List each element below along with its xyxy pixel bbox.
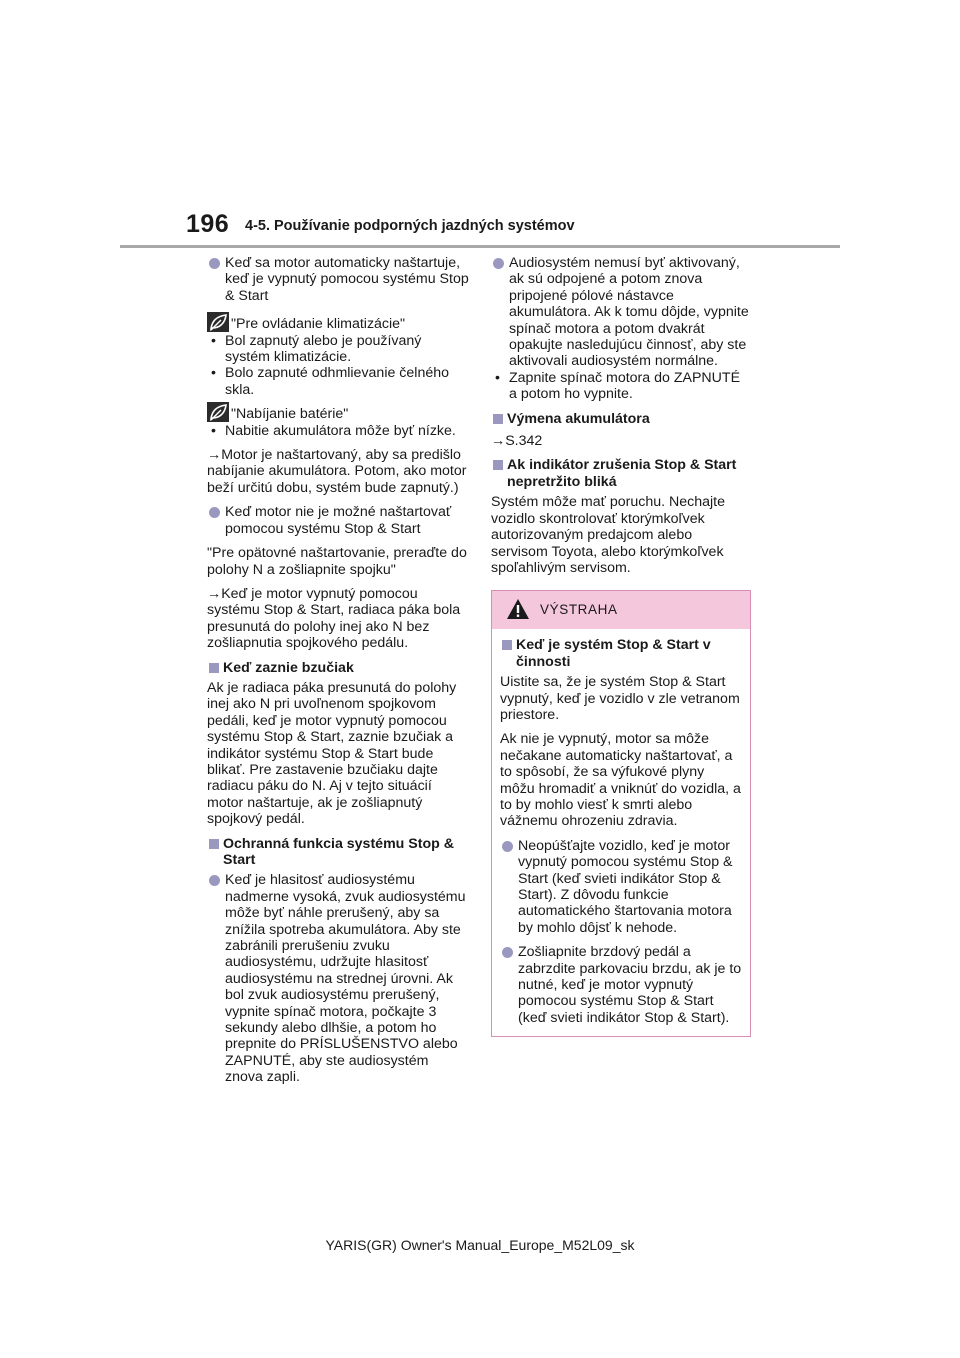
list-item: • Bol zapnutý alebo je používaný systém klimatizácie. (211, 332, 422, 366)
subheading: Keď je systém Stop & Start v činnosti (500, 637, 742, 670)
paragraph: "Pre opätovné naštartovanie, preraďte do polohy N a zošliapnite spojku" (207, 545, 467, 578)
subheading: Keď zaznie bzučiak (207, 660, 469, 676)
square-bullet-icon (502, 640, 512, 650)
list-item: • Nabitie akumulátora môže byť nízke. (211, 422, 456, 439)
square-bullet-icon (209, 839, 219, 849)
list-item: Keď sa motor automaticky naštartuje, keď je vypnutý pomocou systému Stop & Start (207, 255, 469, 304)
section-title: 4-5. Používanie podporných jazdných systémov (245, 218, 575, 234)
subheading: Ochranná funkcia systému Stop & Start (207, 836, 469, 869)
paragraph: Ak je radiaca páka presunutá do polohy inej ako N pri uvoľnenom spojkovom pedáli, keď je motor vypnutý pomocou systému Stop & Start, zaznie bzučiak a indikátor systému Stop & Start bude blikať. Pre zastavenie bzučiaku dajte radiacu páku do N. Aj v tejto situácií motor naštartuje, ak je zošliapnutý spojkový pedál. (207, 679, 457, 828)
bullet-dot-icon (502, 947, 513, 958)
paragraph: Systém môže mať poruchu. Nechajte vozidlo skontrolovať ktorýmkoľvek autorizovaným predajcom alebo servisom Toyota, alebo ktorýmkoľvek spoľahlivým servisom. (491, 494, 725, 576)
list-item: Audiosystém nemusí byť aktivovaný, ak sú odpojené a potom znova pripojené pólové nástavce akumulátora. Ak k tomu dôjde, vypnite spínač motora a potom dvakrát opakujte nasledujúcu činnosť, aby ste aktivovali audiosystém normálne. (491, 255, 751, 370)
leaf-indicator-icon (207, 312, 229, 332)
result-note: →Motor je naštartovaný, aby sa predišlo nabíjanie akumulátora. Potom, ako motor beží určitú dobu, systém bude zapnutý.) (207, 447, 467, 496)
footer-text: YARIS(GR) Owner's Manual_Europe_M52L09_sk (325, 1237, 635, 1253)
list-item: Keď je hlasitosť audiosystému nadmerne vysoká, zvuk audiosystému môže byť náhle prerušený, aby sa znížila spotreba akumulátora. Aby ste zabránili prerušeniu zvuku audiosystému, udržujte hlasitosť audiosystému na strednej úrovni. Ak bol zvuk audiosystému prerušený, vypnite spínač motora, počkajte 3 sekundy alebo dlhšie, a potom ho prepnite do PRÍSLUŠENSTVO alebo ZAPNUTÉ, aby ste audiosystém znova zapli. (207, 872, 469, 1085)
list-item: Keď motor nie je možné naštartovať pomocou systému Stop & Start (207, 504, 469, 537)
paragraph: Uistite sa, že je systém Stop & Start vypnutý, keď je vozidlo v zle vetranom priestore. (500, 674, 740, 723)
subheading: Výmena akumulátora (491, 411, 751, 427)
warning-body (492, 629, 750, 1036)
square-bullet-icon (493, 460, 503, 470)
result-note: →Keď je motor vypnutý pomocou systému Stop & Start, radiaca páka bola presunutá do polohy inej ako N bez zošliapnutia spojkového pedálu. (207, 585, 461, 652)
left-column (207, 255, 469, 1094)
list-item: Neopúšťajte vozidlo, keď je motor vypnutý pomocou systému Stop & Start (keď svieti indikátor Stop & Start). Z dôvodu funkcie automatického štartovania motora by mohlo dôjsť k nehode. (500, 838, 742, 936)
indicator-message: "Nabíjanie batérie" (207, 402, 469, 422)
right-column (491, 255, 751, 1037)
subheading: Ak indikátor zrušenia Stop & Start nepretržito bliká (491, 457, 751, 490)
warning-triangle-icon (506, 598, 530, 624)
bullet-dot-icon (493, 258, 504, 269)
header-divider (120, 245, 840, 248)
bullet-dot-icon (209, 507, 220, 518)
paragraph: Ak nie je vypnutý, motor sa môže nečakane automaticky naštartovať, a to spôsobí, že sa výfukové plyny môžu hromadiť a vniknúť do vozidla, a to by mohlo viesť k smrti alebo vážnemu ohrozeniu zdravia. (500, 731, 741, 830)
square-bullet-icon (209, 663, 219, 673)
page-header (0, 0, 960, 250)
page-reference: →S.342 (491, 433, 543, 450)
indicator-message: "Pre ovládanie klimatizácie" (207, 312, 469, 332)
warning-label: VÝSTRAHA (540, 602, 618, 618)
bullet-dot-icon (502, 841, 513, 852)
warning-box (491, 590, 751, 1037)
bullet-dot-icon (209, 875, 220, 886)
square-bullet-icon (493, 414, 503, 424)
list-item: • Bolo zapnuté odhmlievanie čelného skla. (211, 365, 450, 398)
list-item: Zošliapnite brzdový pedál a zabrzdite parkovaciu brzdu, ak je to nutné, keď je motor vypnutý pomocou systému Stop & Start (keď svieti indikátor Stop & Start). (500, 944, 742, 1026)
list-item: • Zapnite spínač motora do ZAPNUTÉ a potom ho vypnite. (495, 369, 741, 403)
page-number: 196 (186, 210, 230, 238)
warning-header (492, 591, 750, 629)
bullet-dot-icon (209, 258, 220, 269)
leaf-indicator-icon (207, 402, 229, 422)
